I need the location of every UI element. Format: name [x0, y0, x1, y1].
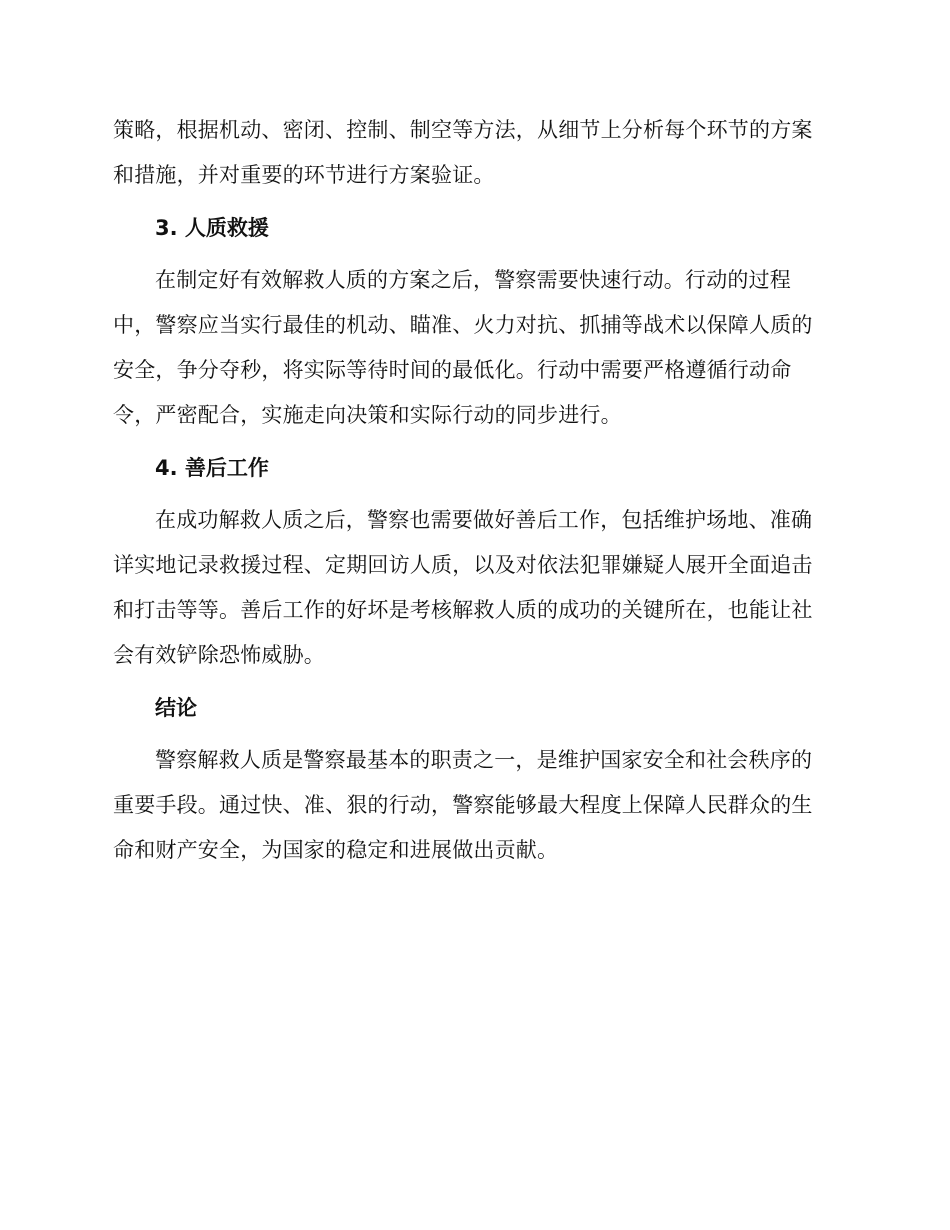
- conclusion-paragraph: [113, 738, 833, 873]
- paragraph-line: 在成功解救人质之后，警察也需要做好善后工作，包括维护场地、准确: [155, 508, 813, 532]
- paragraph-line: 策略，根据机动、密闭、控制、制空等方法，从细节上分析每个环节的方案: [113, 118, 813, 142]
- paragraph-line: 警察解救人质是警察最基本的职责之一，是维护国家安全和社会秩序的: [155, 748, 813, 772]
- section-paragraph-aftermath-work: [113, 498, 833, 678]
- paragraph-line: 中，警察应当实行最佳的机动、瞄准、火力对抗、抓捕等战术以保障人质的: [113, 313, 813, 337]
- section-heading-aftermath-work: 4. 善后工作: [155, 456, 269, 480]
- paragraph-line: 安全，争分夺秒，将实际等待时间的最低化。行动中需要严格遵循行动命: [113, 358, 792, 382]
- document-body: [113, 108, 833, 873]
- paragraph-line: 命和财产安全，为国家的稳定和进展做出贡献。: [113, 838, 559, 862]
- section-heading-hostage-rescue: 3. 人质救援: [155, 216, 269, 240]
- paragraph-line: 在制定好有效解救人质的方案之后，警察需要快速行动。行动的过程: [155, 268, 791, 292]
- paragraph-line: 令，严密配合，实施走向决策和实际行动的同步进行。: [113, 403, 622, 427]
- intro-paragraph: [113, 108, 833, 198]
- paragraph-line: 详实地记录救援过程、定期回访人质，以及对依法犯罪嫌疑人展开全面追击: [113, 553, 813, 577]
- paragraph-line: 会有效铲除恐怖威胁。: [113, 643, 325, 667]
- paragraph-line: 和打击等等。善后工作的好坏是考核解救人质的成功的关键所在，也能让社: [113, 598, 813, 622]
- paragraph-line: 和措施，并对重要的环节进行方案验证。: [113, 163, 495, 187]
- section-paragraph-hostage-rescue: [113, 258, 833, 438]
- paragraph-line: 重要手段。通过快、准、狠的行动，警察能够最大程度上保障人民群众的生: [113, 793, 813, 817]
- section-heading-conclusion: 结论: [155, 696, 197, 720]
